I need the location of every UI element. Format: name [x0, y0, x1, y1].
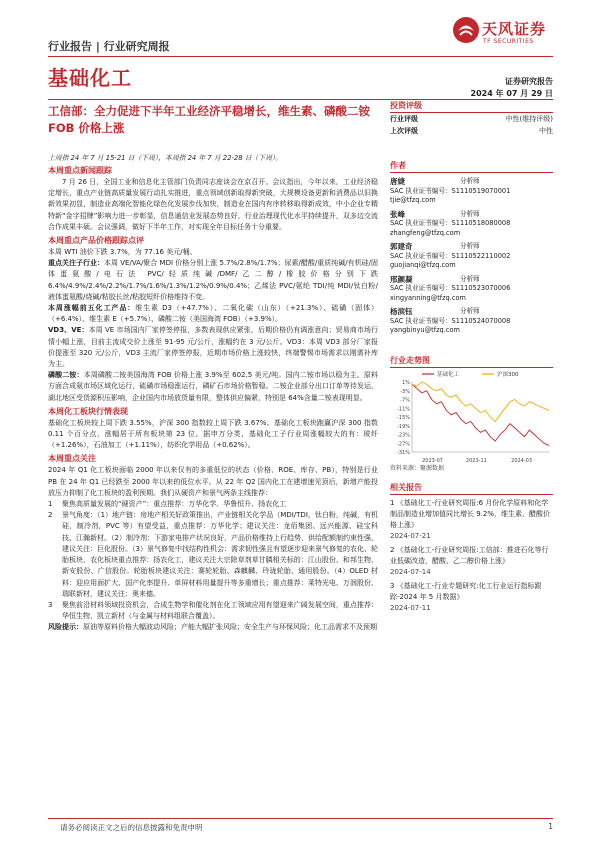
lead-label: 重点关注子行业： [48, 259, 105, 268]
report-title: 工信部：全力促进下半年工业经济平稳增长，维生素、磷酸二铵 FOB 价格上涨 [48, 104, 370, 135]
author-card [390, 177, 553, 206]
series-line-1 [412, 384, 549, 445]
author-name: 唐婕 [390, 177, 405, 186]
period-note: 上周指 24 年 7 月 15-21 日（下周），本周指 24 年 7 月 22-28 日（下周）。 [48, 154, 283, 162]
rating-heading: 投资评级 [390, 99, 553, 113]
author-role: 分析师 [460, 177, 480, 185]
related-report[interactable] [390, 581, 553, 614]
market-paragraph: 基础化工板块较上周下跌 3.55%，沪深 300 指数较上周下跌 3.67%。基础化工板块跑赢沪深 300 指数 0.11 个百分点，涨幅居于所有板块第 23 位。据申万分类，基础化工子行业周涨幅较大的有：玻纤（+1.26%），石油加工（+1.11%），纺织化学用品（+0.62%）。 [48, 418, 378, 450]
sidebar [390, 99, 553, 614]
item-number: 1 [48, 500, 53, 509]
lead-label: 本周涨幅前五化工产品： [48, 304, 136, 313]
related-heading: 相关报告 [390, 481, 553, 495]
lead-label: 风险提示： [48, 623, 83, 632]
x-tick-label: 2023-07 [422, 457, 444, 464]
author-role: 分析师 [460, 242, 480, 250]
section-heading: 本周化工板块行情表现 [48, 406, 128, 416]
y-tick-label: -7% [400, 397, 410, 403]
y-tick-label: -23% [397, 432, 410, 438]
rating-value: 中性(维持评级) [505, 115, 553, 123]
legend-label: 沪深300 [497, 371, 519, 378]
author-card [390, 210, 553, 239]
author-email[interactable]: yangbinyu@tfzq.com [390, 326, 460, 334]
legend-label: 基础化工 [437, 371, 460, 378]
footer-divider [48, 818, 553, 819]
item-text: 聚焦前沿材料领域投资机会，合成生物学和催化剂在化工领域应用有望迎来广阔发展空间，重点推荐：华恒生物、凯立新材（与金属与材料组联合覆盖）。 [62, 600, 378, 621]
related-report-title: 3 《基础化工-行业专题研究:化工行业运行指标跟踪-2024 年 5 月数据》 [390, 581, 542, 601]
section-heading: 本周重点新闻跟踪 [48, 166, 112, 175]
paragraph-text: 本周 VE/VA/聚合 MDI 价格分别上涨 5.7%/2.8%/1.7%；尿素/醋酸/重质纯碱/有机硅/固体蛋氨酸/电石法 PVC/轻质纯碱/DMF/乙二醇/橡胶价格分别下跌 6.4%/4.9%/2.4%/2.2%/1.7%/1.6%/1.3%/1.2%/0.9%/0.4%；乙烯法 PVC/氨纶 TDI/纯 MDI/钛白粉/液体蛋氨酸/烧碱/粘胶长丝/粘胶短纤价格维持不变。 [48, 259, 379, 301]
author-sac: SAC 执业证书编号：S1110519070001 [390, 186, 511, 195]
logo-name-en: TF SECURITIES [483, 38, 534, 45]
y-tick-label: 1% [402, 379, 410, 386]
dap-paragraph [48, 370, 378, 404]
y-tick-label: -11% [397, 405, 410, 412]
rating-value: 中性 [539, 127, 553, 135]
author-card [390, 307, 553, 336]
related-report[interactable] [390, 545, 553, 578]
vitamin-paragraph [48, 325, 378, 370]
logo-mark-icon [452, 16, 480, 44]
author-name: 邢颜凝 [390, 274, 413, 284]
author-sac: SAC 执业证书编号：S1110523070006 [390, 284, 511, 292]
author-role: 分析师 [460, 209, 480, 218]
trend-heading: 行业走势图 [390, 354, 553, 368]
author-sac: SAC 执业证书编号：S1110518080008 [390, 219, 511, 227]
report-type: 证券研究报告 [505, 77, 553, 86]
trend-chart [390, 368, 553, 464]
y-tick-label: -19% [397, 423, 410, 430]
author-card [390, 242, 553, 271]
item-text: 景气角度：（1）地产链：房地产相关好政策推出，产业链相关化学品（MDI/TDI，钛白粉，纯碱，有机硅，制冷剂，PVC 等）有望受益，重点推荐：万华化学；建议关注：龙佰集团、远兴能源、硅宝科技、江瀚新材。（2）制冷剂：下游家电排产状况良好，产品价格维持上行趋势，供给配额制约束性强，建议关注：巨化股份。（3）景气修复中找结构性机会：需求韧性强且有望逐步迎来景气修复的农化、轮胎板块，农化板块重点推荐：扬农化工，建议关注大宗除草剂草甘膦相关标的：江山股份、和邦生物、新安股份、广信股份。轮胎板块建议关注：赛轮轮胎、森麒麟、玲珑轮胎、通用股份。（4）OLED 材料：迎应用面扩大、国产化率提升、单屏材料用量提升等多重增长；重点推荐：莱特光电、万润股份、瑞联新材，建议关注：奥来德。 [62, 511, 378, 598]
chart-source: 资料来源：聚源数据 [390, 464, 445, 472]
paragraph-text: 维生素 D3（+47.7%）、二氧化碳（山东）（+21.3%）、硫磺（固体）（+6.4%）、维生素 E（+5.7%）、磷酸二铵（美国海湾 FOB）（+3.9%）。 [48, 304, 379, 324]
rating-row [390, 125, 553, 137]
item-number: 3 [48, 600, 53, 609]
related-report-title: 2 《基础化工-行业研究周报:工信部：推进石化等行业低碳改造，醋酸、乙二醇价格上涨》 [390, 545, 549, 565]
rating-key: 上次评级 [390, 127, 418, 135]
main-content [48, 163, 378, 634]
paragraph-text: 本周 VE 市场国内厂家停签停报，多数表现供应紧张，后期价格仍有调涨意向；贸易商市场行情小幅上涨，目前主流成交价上涨至 91-95 元/公斤，涨幅约在 3 元/公斤。VD3：本周 VD3 部分厂家报价提涨至 320 元/公斤，VD3 主流厂家停签停报，近期市场价格上涨较快，终端警惕市场需求以刚需补库为主。 [48, 326, 378, 369]
author-role: 分析师 [460, 274, 480, 283]
related-report-date: 2024-07-14 [390, 567, 431, 576]
y-tick-label: -15% [397, 414, 410, 421]
author-sac: SAC 执业证书编号：S1110522110002 [390, 251, 511, 260]
author-email[interactable]: tjie@tfzq.com [390, 196, 436, 204]
y-tick-label: -3% [400, 388, 410, 395]
related-report-date: 2024-07-11 [390, 603, 431, 612]
sector-title: 基础化工 [48, 66, 132, 90]
report-category: 行业报告 | 行业研究周报 [48, 40, 170, 53]
series-line-2 [412, 382, 549, 421]
trend-chart-svg [390, 368, 553, 464]
y-tick-label: -27% [397, 440, 410, 447]
author-sac: SAC 执业证书编号：S1110524070008 [390, 316, 511, 325]
paragraph-text: 原油等原料价格大幅波动风险；产能大幅扩张风险；安全生产与环保风险；化工品需求不及预期 [83, 623, 377, 632]
recommendation-item [48, 510, 378, 600]
y-tick-label: -31% [397, 449, 410, 456]
rating-key: 行业评级 [390, 115, 418, 123]
item-number: 2 [48, 511, 53, 520]
report-date: 2024 年 07 月 29 日 [470, 89, 553, 98]
section-heading: 本周重点产品价格跟踪点评 [48, 236, 144, 246]
recommendation-item [48, 499, 378, 510]
authors-heading: 作者 [390, 159, 553, 173]
author-email[interactable]: guojianqi@tfzq.com [390, 261, 456, 269]
author-name: 杨滨钰 [390, 307, 413, 316]
rating-row [390, 113, 553, 125]
related-report[interactable] [390, 498, 553, 542]
author-name: 郭建奇 [390, 242, 413, 251]
x-tick-label: 2024-03 [511, 457, 533, 464]
item-text: 聚焦高质量发展的“硬资产”：重点推荐：万华化学、华鲁恒升、扬农化工 [62, 500, 287, 509]
related-report-title: 1 《基础化工-行业研究周报:6 月份化学原料和化学制品制造业增加值同比增长 9.2%，维生素、醋酸价格上涨》 [390, 498, 551, 529]
oil-price-paragraph: 本周 WTI 油价下跌 3.7%，为 77.16 美元/桶。 [48, 248, 197, 257]
footer-disclaimer: 请务必阅读正文之后的信息披露和免责申明 [60, 823, 203, 832]
author-email[interactable]: xingyanning@tfzq.com [390, 293, 466, 302]
risk-paragraph [48, 622, 378, 633]
news-paragraph: 7 月 26 日，全国工业和信息化主管部门负责同志座谈会在京召开。会议指出，今年以来，工业经济稳定增长，重点产业链高质量发展行动扎实推进，重点领域创新取得新突破，大规模设备更新和消费品以旧换新效果初显，制造业高端化智能化绿色化发展步伐加快，制造业在国内有序转移取得新成效，中小企业专精特新“金字招牌”影响力进一步彰显，信息通信业发展态势良好，行业治理现代化水平持续提升，双多边交流合作成果丰硕。会议强调，做好下半年工作，对实现全年目标任务十分重要。 [48, 178, 378, 231]
author-name: 张峰 [390, 209, 405, 219]
lead-label: 磷酸二铵： [48, 371, 84, 380]
author-card [390, 275, 553, 304]
focus-paragraph: 2024 年 Q1 化工板块面临 2000 年以来仅有的多重低位的状态（价格、ROE、库存、PB），特别是行业 PB 在 24 年 Q1 已经跌至 2000 年以来的低位水平。从 22 年 Q2 国内化工在建增速见顶后，新增产能投放压力抑制了化工板块的盈利预期。我们从硬资产和景气两条主线推荐： [48, 466, 378, 497]
header-divider [48, 56, 553, 57]
author-email[interactable]: zhangfeng@tfzq.com [390, 228, 461, 237]
top-gainers-paragraph [48, 303, 378, 325]
related-report-date: 2024-07-21 [390, 531, 431, 540]
page-number: 1 [548, 822, 553, 831]
subsector-paragraph [48, 258, 378, 303]
lead-label: VD3、VE： [48, 326, 89, 335]
x-tick-label: 2023-11 [465, 457, 487, 464]
paragraph-text: 本周磷酸二铵美国海湾 FOB 价格上涨 3.9%至 602.5 美元/吨。国内二铵市场以稳为主。原料方面合成氨市场区域化运行，硫磺市场稳涨运行，磷矿石市场价格暂稳。二铵企业部分出口订单等待发运，湖北地区受货源积压影响，企业国内市场放货量有限，整体供应偏紧，特别是 64%含量二铵表现明显。 [48, 371, 378, 402]
author-role: 分析师 [460, 307, 480, 315]
company-logo [452, 14, 558, 52]
logo-name-cn: 天风证券 [482, 20, 547, 38]
section-heading: 本周重点关注 [48, 454, 96, 464]
recommendation-item [48, 600, 378, 622]
